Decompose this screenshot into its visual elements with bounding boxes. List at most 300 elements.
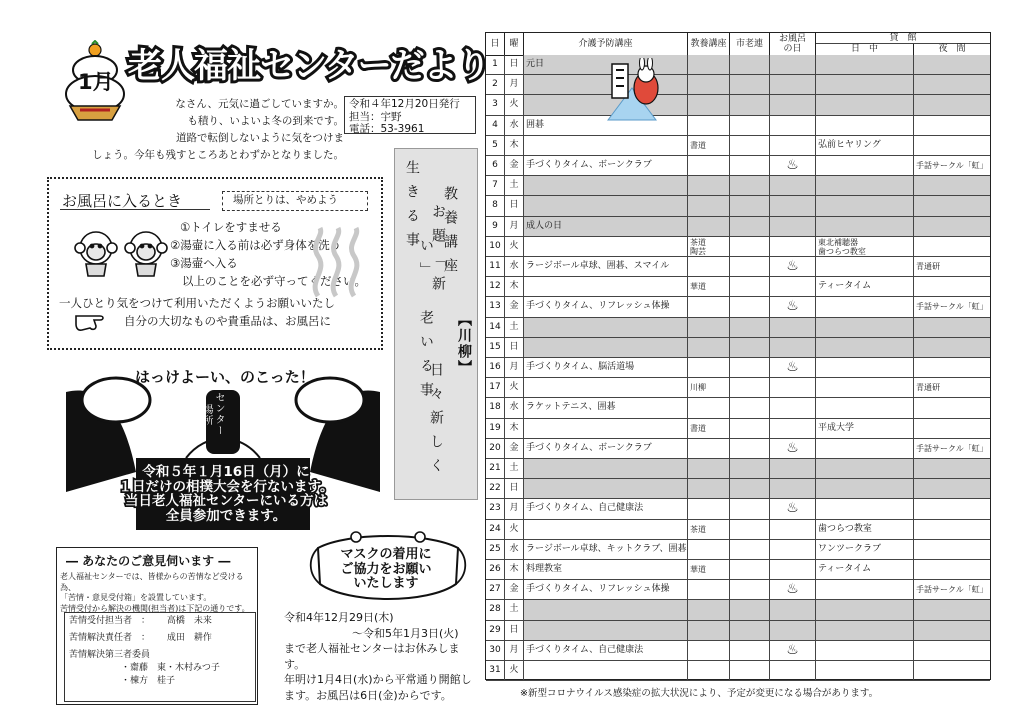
table-row (486, 560, 990, 580)
cell-day (486, 398, 505, 417)
cell-care (524, 540, 688, 559)
senryu-poem (400, 160, 424, 280)
contact-role: 苦情解決第三者委員 (69, 650, 151, 660)
cell-day-text: 20 (489, 442, 501, 453)
cell-weekday (505, 338, 524, 357)
cell-care (524, 318, 688, 337)
cell-bath (770, 297, 816, 316)
header-bath (770, 33, 816, 55)
cell-city (730, 499, 770, 518)
table-row (486, 217, 990, 237)
sumo-line: 令和５年１月16日（月）に (142, 464, 310, 480)
place-reservation-note: 場所とりは、やめよう (222, 191, 368, 211)
table-row (486, 621, 990, 641)
cell-bath (770, 398, 816, 417)
cell-weekday (505, 459, 524, 478)
cell-city (730, 176, 770, 195)
cell-daytime (816, 237, 914, 256)
holiday-line: 令和4年12月29日(木) (284, 611, 394, 624)
pointing-hand-icon (74, 306, 118, 338)
cell-daytime (816, 398, 914, 417)
table-row (486, 358, 990, 378)
cell-care (524, 661, 688, 680)
cell-weekday (505, 641, 524, 660)
cell-weekday (505, 419, 524, 438)
cell-night (914, 75, 990, 94)
senryu-poem (424, 362, 448, 492)
cell-city (730, 560, 770, 579)
contact-row (65, 645, 255, 662)
cell-daytime (816, 419, 914, 438)
table-row (486, 661, 990, 681)
cell-city (730, 297, 770, 316)
cell-culture (688, 560, 730, 579)
cell-daytime-text: ワンツークラブ (818, 543, 882, 554)
holiday-line: ます。お風呂は6日(金)からです。 (284, 688, 452, 702)
cell-city (730, 358, 770, 377)
cell-day-text: 18 (489, 402, 501, 413)
contact-row (65, 613, 255, 628)
cell-day-text: 1 (492, 59, 498, 69)
cell-day (486, 419, 505, 438)
header-night: 夜 間 (938, 44, 966, 54)
cell-bath (770, 55, 816, 74)
cell-culture (688, 136, 730, 155)
table-row (486, 398, 990, 418)
mask-line: マスクの着用に (340, 547, 432, 562)
table-row (486, 95, 990, 115)
cell-day (486, 176, 505, 195)
bath-step: 以上のことを必ず守ってください。 (182, 274, 366, 288)
cell-culture-text: 茶道 (690, 524, 706, 534)
cell-bath (770, 217, 816, 236)
table-row (486, 520, 990, 540)
table-row (486, 378, 990, 398)
table-row (486, 318, 990, 338)
cell-daytime (816, 459, 914, 478)
cell-care-text: ラージボール卓球、キットクラブ、囲碁 (526, 543, 687, 554)
cell-night (914, 136, 990, 155)
cell-night (914, 419, 990, 438)
cell-day-text: 25 (489, 543, 501, 554)
cell-day (486, 661, 505, 680)
cell-day (486, 95, 505, 114)
cell-care (524, 479, 688, 498)
cell-bath (770, 621, 816, 640)
sumo-line: １日だけの相撲大会を行ないます。 (118, 478, 334, 495)
cell-weekday-text: 火 (509, 240, 519, 251)
cell-night-text: 青通研 (916, 383, 940, 393)
cell-weekday-text: 金 (509, 160, 519, 170)
cell-day (486, 257, 505, 276)
cell-care-text: ラケットテニス、囲碁 (526, 402, 616, 413)
cell-care (524, 237, 688, 256)
cell-day (486, 600, 505, 619)
cell-care (524, 499, 688, 518)
table-row (486, 641, 990, 661)
cell-care-text: 手づくりタイム、ボーンクラブ (526, 442, 652, 453)
cell-day (486, 55, 505, 74)
cell-culture (688, 479, 730, 498)
cell-night-text: 手話サークル「虹」 (916, 302, 988, 312)
greeting-line: 道路で転倒しないように気をつけま (176, 132, 344, 144)
table-row (486, 237, 990, 257)
cell-day-text: 31 (489, 665, 501, 675)
cell-city (730, 641, 770, 660)
hot-spring-icon: ♨ (786, 258, 799, 274)
cell-weekday-text: 金 (509, 301, 519, 312)
cell-night (914, 237, 990, 256)
cell-bath (770, 257, 816, 276)
opinion-contacts (64, 612, 256, 702)
cell-day-text: 6 (492, 160, 498, 170)
holiday-line: まで老人福祉センターはお休みします。 (284, 642, 460, 671)
monkey-illustrations (74, 226, 170, 278)
cell-day-text: 4 (492, 119, 498, 130)
cell-weekday-text: 日 (509, 59, 519, 69)
cell-daytime-text: 弘前ヒヤリング (818, 139, 881, 150)
header-bath-line: の日 (783, 44, 802, 54)
cell-daytime (816, 297, 914, 316)
cell-culture (688, 661, 730, 680)
table-row (486, 196, 990, 216)
cell-weekday (505, 358, 524, 377)
cell-night (914, 176, 990, 195)
cell-care-text: 手づくりタイム、リフレッシュ体操 (526, 301, 670, 312)
cell-city (730, 580, 770, 599)
cell-day-text: 9 (492, 220, 498, 231)
cell-night-text: 手話サークル「虹」 (916, 161, 988, 170)
cell-weekday-text: 火 (509, 382, 519, 393)
cell-text-line: 歯つらつ教室 (818, 246, 866, 256)
holiday-notice (284, 610, 480, 703)
sumo-announcement (92, 465, 360, 523)
cell-day-text: 27 (489, 584, 501, 595)
table-row (486, 277, 990, 297)
hot-spring-icon: ♨ (786, 500, 799, 517)
cell-bath (770, 176, 816, 195)
senryu-topic-line: い」 (418, 238, 434, 286)
cell-day (486, 621, 505, 640)
cell-weekday-text: 金 (509, 584, 519, 595)
cell-culture (688, 419, 730, 438)
cell-city (730, 479, 770, 498)
cell-night-text: 青通研 (916, 262, 940, 271)
cell-night (914, 520, 990, 539)
cell-culture (688, 378, 730, 397)
cell-day (486, 459, 505, 478)
cell-weekday (505, 95, 524, 114)
cell-daytime (816, 520, 914, 539)
cell-culture (688, 580, 730, 599)
cell-weekday (505, 661, 524, 680)
cell-weekday (505, 176, 524, 195)
hot-spring-icon: ♨ (786, 157, 799, 173)
contact-row (65, 628, 255, 645)
cell-weekday (505, 479, 524, 498)
cell-city (730, 318, 770, 337)
cell-care (524, 600, 688, 619)
cell-day-text: 24 (489, 523, 501, 534)
cell-weekday (505, 439, 524, 458)
cell-day-text: 19 (489, 422, 501, 433)
greeting (74, 96, 344, 164)
cell-city (730, 75, 770, 94)
cell-day (486, 217, 505, 236)
bath-note: 一人ひとり気をつけて利用いただくようお願いいたし (59, 296, 335, 310)
cell-day (486, 499, 505, 518)
cell-day (486, 136, 505, 155)
cell-bath (770, 540, 816, 559)
cell-night (914, 540, 990, 559)
cell-care (524, 358, 688, 377)
cell-city (730, 156, 770, 175)
sumo-headline: はっけよーい、のこった！ (135, 368, 315, 386)
table-row (486, 136, 990, 156)
bath-step: ②湯壷に入る前は必ず身体を洗う (170, 238, 342, 252)
cell-bath (770, 560, 816, 579)
cell-culture (688, 237, 730, 256)
cell-daytime (816, 257, 914, 276)
cell-care-text: 料理教室 (526, 564, 563, 574)
cell-daytime (816, 580, 914, 599)
issue-contact: 担当：宇野 (349, 110, 402, 123)
table-footnote: ※新型コロナウイルス感染症の拡大状況により、予定が変更になる場合があります。 (520, 688, 879, 699)
cell-night (914, 580, 990, 599)
cell-bath (770, 318, 816, 337)
cell-care (524, 641, 688, 660)
cell-weekday-text: 日 (509, 200, 519, 211)
cell-text-line: 東北補聴器 (818, 237, 858, 247)
contact-role: 苦情解決責任者 ： (69, 633, 151, 643)
issue-date: 令和４年12月20日発行 (349, 98, 460, 110)
cell-culture-text: 書道 (690, 423, 706, 433)
cell-care (524, 338, 688, 357)
cell-weekday (505, 257, 524, 276)
cell-care (524, 136, 688, 155)
cell-weekday-text: 火 (509, 665, 519, 675)
cell-city (730, 338, 770, 357)
cell-daytime (816, 641, 914, 660)
cell-weekday (505, 560, 524, 579)
cell-care (524, 196, 688, 215)
cell-weekday-text: 木 (509, 281, 519, 292)
cell-city (730, 661, 770, 680)
cell-weekday-text: 月 (509, 362, 519, 372)
cell-weekday (505, 75, 524, 94)
cell-daytime (816, 358, 914, 377)
cell-care (524, 176, 688, 195)
cell-day (486, 479, 505, 498)
opinion-body (60, 572, 256, 614)
cell-daytime (816, 55, 914, 74)
cell-care (524, 398, 688, 417)
cell-day (486, 338, 505, 357)
cell-weekday-text: 土 (509, 180, 519, 191)
senryu-topic-line: お題「新 (430, 204, 446, 300)
cell-culture (688, 439, 730, 458)
cell-care (524, 459, 688, 478)
cell-night (914, 439, 990, 458)
cell-care (524, 419, 688, 438)
cell-night (914, 277, 990, 296)
mask-line: ご協力をお願い (340, 561, 432, 577)
cell-weekday-text: 木 (509, 422, 519, 433)
sumo-sign (200, 404, 212, 444)
cell-day (486, 75, 505, 94)
cell-day (486, 641, 505, 660)
cell-weekday-text: 水 (509, 119, 519, 130)
cell-weekday-text: 土 (509, 321, 519, 332)
cell-culture (688, 176, 730, 195)
header-care: 介護予防講座 (524, 33, 688, 55)
cell-bath (770, 156, 816, 175)
cell-night (914, 338, 990, 357)
cell-weekday-text: 日 (509, 483, 519, 494)
cell-day-text: 26 (489, 564, 501, 574)
cell-day (486, 580, 505, 599)
cell-bath (770, 277, 816, 296)
cell-daytime (816, 75, 914, 94)
table-row (486, 55, 990, 75)
cell-daytime (816, 338, 914, 357)
bath-step: ①トイレをすませる (180, 220, 282, 234)
cell-weekday (505, 156, 524, 175)
cell-day-text: 11 (489, 261, 501, 271)
cell-day (486, 520, 505, 539)
greeting-line: なさん、元気に過ごしていますか。 (175, 98, 344, 110)
header-culture: 教養講座 (688, 33, 730, 55)
month-label: 1月 (78, 70, 114, 94)
table-row (486, 419, 990, 439)
cell-city (730, 600, 770, 619)
cell-culture (688, 338, 730, 357)
cell-night (914, 499, 990, 518)
cell-city (730, 520, 770, 539)
cell-city (730, 136, 770, 155)
cell-culture (688, 358, 730, 377)
cell-care-text: 囲碁 (526, 119, 545, 130)
cell-care (524, 378, 688, 397)
table-row (486, 75, 990, 95)
cell-city (730, 196, 770, 215)
holiday-line: 年明け1月4日(水)から平常通り開館し (284, 673, 472, 686)
greeting-line: しょう。今年も残すところあとわずかとなりました。 (92, 149, 344, 161)
cell-culture (688, 398, 730, 417)
cell-bath (770, 661, 816, 680)
issue-info-box (344, 96, 476, 134)
cell-city (730, 277, 770, 296)
header-bath-line: お風呂 (778, 34, 806, 44)
cell-day-text: 13 (489, 301, 501, 312)
cell-care (524, 217, 688, 236)
opinion-line: 「苦情・意見受付箱」を設置しています。 (60, 593, 212, 602)
cell-weekday (505, 237, 524, 256)
cell-day-text: 14 (489, 321, 501, 332)
header-weekday: 曜 (505, 33, 524, 55)
senryu-label: 【川柳】 (456, 312, 472, 376)
cell-night (914, 196, 990, 215)
cell-city (730, 459, 770, 478)
header-city: 市老連 (730, 33, 770, 55)
cell-weekday-text: 月 (509, 644, 519, 655)
cell-weekday-text: 水 (509, 402, 519, 413)
cell-bath (770, 580, 816, 599)
cell-weekday (505, 499, 524, 518)
cell-daytime (816, 560, 914, 579)
cell-bath (770, 378, 816, 397)
cell-weekday-text: 火 (509, 523, 519, 534)
cell-weekday (505, 217, 524, 236)
contact-name: 高橋 未来 (166, 616, 212, 626)
cell-culture (688, 217, 730, 236)
bath-rules-title: お風呂に入るとき (62, 192, 183, 210)
cell-night (914, 600, 990, 619)
table-row (486, 459, 990, 479)
cell-culture-text: 華道 (690, 565, 706, 574)
cell-care-text: 手づくりタイム、脳活道場 (526, 362, 635, 372)
cell-culture-text: 書道 (690, 140, 706, 150)
cell-culture (688, 499, 730, 518)
cell-weekday (505, 297, 524, 316)
cell-culture (688, 277, 730, 296)
cell-night (914, 156, 990, 175)
contact-name: 成田 耕作 (166, 633, 212, 643)
table-row (486, 156, 990, 176)
greeting-line: も積り、いよいよ冬の到来です。 (187, 115, 344, 127)
cell-day-text: 7 (492, 180, 498, 191)
cell-care-text: 手づくりタイム、自己健康法 (526, 503, 644, 514)
cell-daytime (816, 176, 914, 195)
cell-daytime (816, 196, 914, 215)
cell-culture (688, 540, 730, 559)
cell-bath (770, 116, 816, 135)
cell-care (524, 439, 688, 458)
cell-daytime (816, 439, 914, 458)
cell-bath (770, 459, 816, 478)
cell-night (914, 661, 990, 680)
cell-bath (770, 95, 816, 114)
cell-day-text: 23 (489, 503, 501, 514)
cell-weekday-text: 日 (509, 624, 519, 635)
mask-request (316, 548, 456, 592)
cell-culture (688, 75, 730, 94)
cell-care (524, 277, 688, 296)
cell-night (914, 641, 990, 660)
cell-culture (688, 116, 730, 135)
cell-weekday-text: 土 (509, 604, 519, 615)
cell-culture (688, 257, 730, 276)
cell-culture-text: 川柳 (690, 383, 706, 393)
cell-weekday-text: 月 (509, 220, 519, 231)
cell-daytime (816, 156, 914, 175)
cell-culture (688, 459, 730, 478)
cell-bath (770, 237, 816, 256)
cell-care-text: 手づくりタイム、自己健康法 (526, 644, 644, 655)
cell-day (486, 439, 505, 458)
cell-care (524, 580, 688, 599)
hot-spring-icon: ♨ (786, 298, 799, 315)
table-header (486, 33, 990, 56)
cell-culture-text: 華道 (690, 282, 706, 292)
cell-city (730, 116, 770, 135)
cell-night (914, 459, 990, 478)
table-row (486, 439, 990, 459)
opinion-line: 苦情受付から解決の機関(担当者)は下記の通りです。 (60, 603, 250, 613)
opinion-line: 老人福祉センターでは、皆様からの苦情など受ける為、 (60, 572, 244, 592)
cell-weekday (505, 116, 524, 135)
table-row (486, 116, 990, 136)
